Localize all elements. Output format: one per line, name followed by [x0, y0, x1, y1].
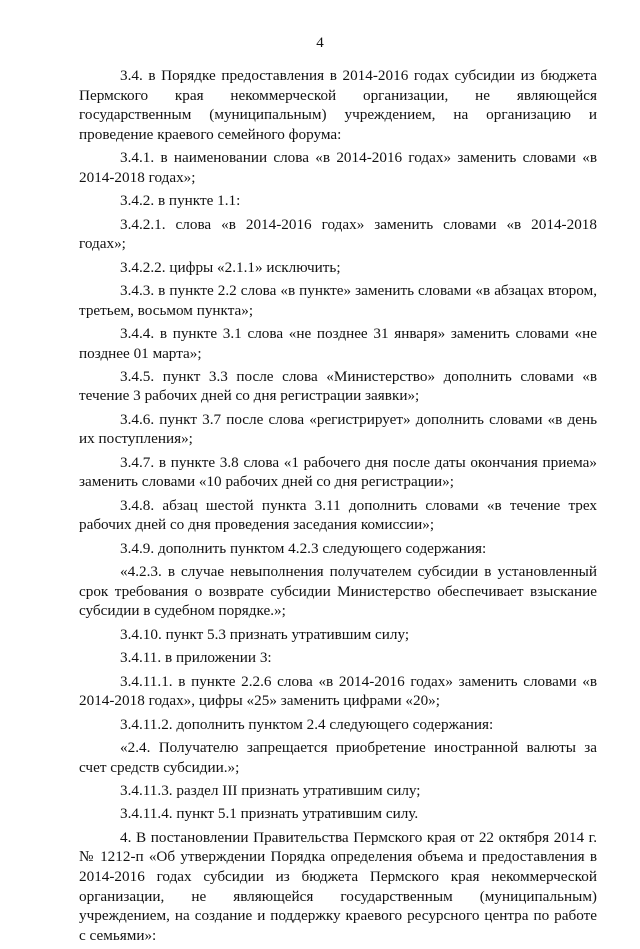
paragraph: 3.4.2. в пункте 1.1:	[120, 192, 241, 210]
paragraph: 3.4. в Порядке предоставления в 2014-2016 годах субсидии из бюджета Пермского края некоммерческой организации, не являющейся государственным (муниципальным) учреждением, на организацию и проведение краевого семейного форума:	[79, 67, 597, 143]
paragraph: 3.4.11.3. раздел III признать утратившим силу;	[120, 781, 421, 799]
paragraph: 3.4.10. пункт 5.3 признать утратившим силу;	[120, 625, 410, 643]
paragraph: 3.4.8. абзац шестой пункта 3.11 дополнить словами «в течение трех рабочих дней со дня проведения заседания комиссии»;	[79, 496, 597, 534]
paragraph: 4. В постановлении Правительства Пермского края от 22 октября 2014 г. № 1212-п «Об утверждении Порядка определения объема и предоставления в 2014-2016 годах субсидии из бюджета Пермского края некоммерческой организации, не являющейся государственным (муниципальным) учреждением, на создание и поддержку краевого ресурсного центра по работе с семьями»:	[79, 828, 597, 944]
paragraph: 3.4.11.4. пункт 5.1 признать утратившим силу.	[120, 805, 419, 823]
paragraph: 3.4.5. пункт 3.3 после слова «Министерство» дополнить словами «в течение 3 рабочих дней со дня регистрации заявки»;	[79, 367, 597, 405]
paragraph: «2.4. Получателю запрещается приобретение иностранной валюты за счет средств субсидии.»;	[79, 738, 597, 776]
paragraph: 3.4.2.1. слова «в 2014-2016 годах» заменить словами «в 2014-2018 годах»;	[79, 215, 597, 253]
page-number: 4	[316, 35, 324, 51]
paragraph: 3.4.6. пункт 3.7 после слова «регистрирует» дополнить словами «в день их поступления»;	[79, 410, 597, 448]
paragraph: «4.2.3. в случае невыполнения получателем субсидии в установленный срок требования о возврате субсидии Министерство обеспечивает взыскание субсидии в судебном порядке.»;	[79, 563, 597, 620]
paragraph: 3.4.11.1. в пункте 2.2.6 слова «в 2014-2016 годах» заменить словами «в 2014-2018 годах», цифры «25» заменить цифрами «20»;	[79, 672, 597, 710]
paragraph: 3.4.4. в пункте 3.1 слова «не позднее 31 января» заменить словами «не позднее 01 марта»;	[79, 324, 597, 362]
paragraph: 3.4.7. в пункте 3.8 слова «1 рабочего дня после даты окончания приема» заменить словами «10 рабочих дней со дня регистрации»;	[79, 453, 597, 491]
document-body	[79, 66, 597, 949]
paragraph: 3.4.3. в пункте 2.2 слова «в пункте» заменить словами «в абзацах втором, третьем, восьмом пункта»;	[79, 281, 597, 319]
paragraph: 3.4.2.2. цифры «2.1.1» исключить;	[120, 258, 341, 276]
paragraph: 3.4.9. дополнить пунктом 4.2.3 следующего содержания:	[120, 539, 487, 557]
paragraph: 3.4.11.2. дополнить пунктом 2.4 следующего содержания:	[120, 715, 494, 733]
paragraph: 3.4.11. в приложении 3:	[120, 649, 272, 667]
paragraph: 3.4.1. в наименовании слова «в 2014-2016 годах» заменить словами «в 2014-2018 годах»;	[79, 149, 597, 186]
